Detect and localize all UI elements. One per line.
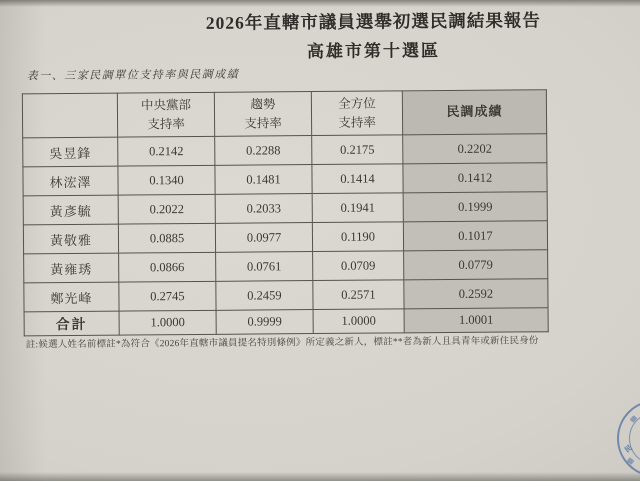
header-poll-score: 民調成績 [402, 90, 546, 135]
candidate-name: 黃敬雅 [23, 224, 118, 254]
header-allround [311, 91, 402, 136]
seal-character: 民 [623, 443, 634, 455]
total-score: 1.0001 [404, 308, 548, 333]
central-rate: 0.2142 [118, 136, 215, 166]
table-total-row [24, 308, 548, 336]
table-row [24, 250, 548, 283]
trend-rate: 0.0977 [215, 223, 312, 253]
poll-score: 0.2202 [403, 134, 547, 164]
total-trend: 0.9999 [216, 310, 313, 335]
allround-rate: 0.0709 [313, 251, 404, 281]
central-rate: 0.2745 [119, 281, 216, 311]
central-rate: 0.0866 [119, 252, 216, 282]
central-rate: 0.2022 [118, 194, 215, 224]
table-header-row [22, 90, 546, 138]
poll-score: 0.1017 [403, 221, 547, 251]
trend-rate: 0.2033 [215, 194, 312, 224]
candidate-name: 吳昱鋒 [23, 137, 118, 167]
total-allround: 1.0000 [313, 309, 404, 334]
poll-score: 0.2592 [404, 279, 548, 309]
total-central: 1.0000 [119, 310, 216, 335]
central-rate: 0.0885 [118, 223, 215, 253]
allround-rate: 0.2571 [313, 280, 404, 310]
header-trend-line1: 趨勢 [250, 97, 276, 112]
document-title-line1: 2026年直轄市議員選舉初選民調結果報告 [205, 10, 541, 33]
candidate-name: 鄭光峰 [24, 282, 119, 312]
header-allround-line1: 全方位 [338, 96, 376, 112]
document-title [108, 6, 638, 63]
footnote: 註:候選人姓名前標註*為符合《2026年直轄市議員提名特別條例》所定義之新人，標註**者為新人且具青年或新住民身份 [25, 336, 539, 351]
header-trend [214, 92, 311, 137]
allround-rate: 0.1941 [312, 193, 403, 223]
header-allround-line2: 支持率 [338, 115, 376, 130]
total-label: 合計 [24, 311, 119, 336]
candidate-name: 黃雍琇 [24, 253, 119, 283]
table-row [23, 192, 547, 225]
poll-score: 0.1412 [403, 163, 547, 193]
header-central-party-line2: 支持率 [147, 116, 185, 131]
allround-rate: 0.2175 [312, 135, 403, 165]
document-title-line2: 高雄市第十選區 [306, 41, 441, 62]
table-row [23, 221, 547, 254]
allround-rate: 0.1190 [312, 222, 403, 252]
table-row [23, 163, 547, 196]
poll-results-table [22, 89, 549, 336]
candidate-name: 黃彥毓 [23, 195, 118, 225]
table-row [23, 134, 547, 167]
poll-score: 0.0779 [404, 250, 548, 280]
seal-mark [627, 457, 635, 465]
table-row [24, 279, 548, 312]
trend-rate: 0.2459 [216, 281, 313, 311]
allround-rate: 0.1414 [312, 164, 403, 194]
trend-rate: 0.1481 [215, 165, 312, 195]
trend-rate: 0.2288 [215, 136, 312, 166]
poll-score: 0.1999 [403, 192, 547, 222]
header-empty-cell [22, 93, 117, 138]
candidate-name: 林浤澤 [23, 166, 118, 196]
header-central-party-line1: 中央黨部 [140, 98, 191, 113]
trend-rate: 0.0761 [216, 252, 313, 282]
header-trend-line2: 支持率 [244, 115, 282, 131]
central-rate: 0.1340 [118, 165, 215, 195]
header-central-party [117, 92, 214, 137]
table-caption: 表一、三家民調單位支持率與民調成績 [26, 68, 240, 83]
